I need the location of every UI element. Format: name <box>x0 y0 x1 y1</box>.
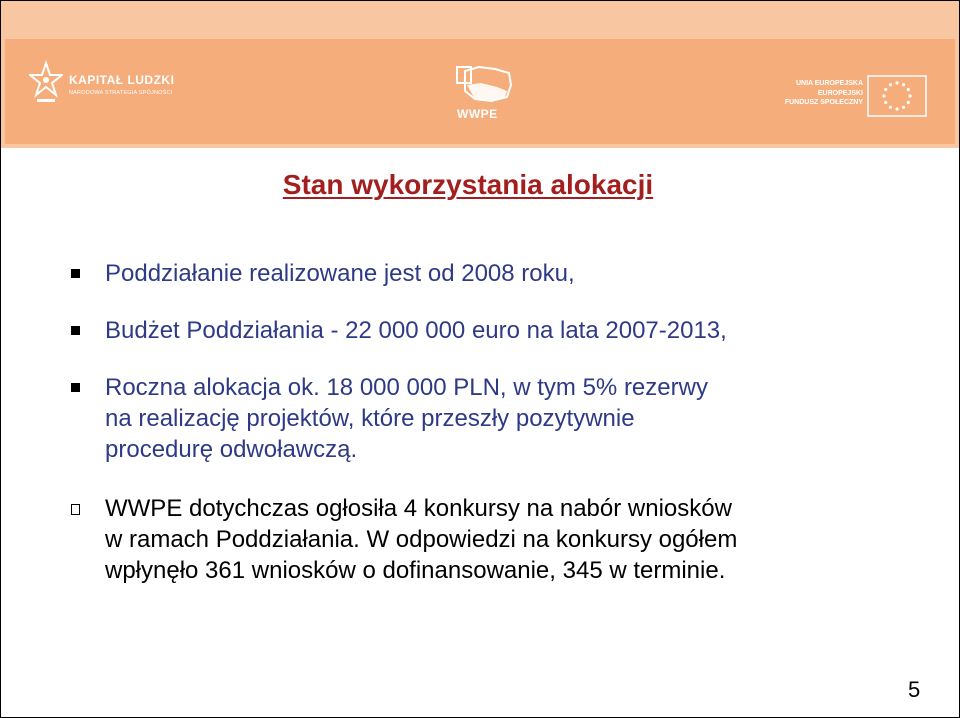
bullet-line: w ramach Poddziałania. W odpowiedzi na konkursy ogółem <box>105 526 738 553</box>
wwpe-logo <box>451 61 517 123</box>
bullet-line: Roczna alokacja ok. 18 000 000 PLN, w tym 5% rezerwy <box>105 374 708 401</box>
bullet-line: Budżet Poddziałania - 22 000 000 euro na lata 2007-2013, <box>105 317 727 344</box>
eu-fund-line-3: FUNDUSZ SPOŁECZNY <box>784 99 863 106</box>
bullet-item-2 <box>105 315 935 346</box>
eu-fund-text <box>779 79 863 108</box>
bullet-line: Poddziałanie realizowane jest od 2008 roku, <box>105 260 575 287</box>
wwpe-logo-text: WWPE <box>457 107 498 121</box>
kapital-ludzki-star-icon <box>29 59 63 109</box>
bullet-line: procedurę odwoławczą. <box>105 436 358 463</box>
bullet-item-1 <box>105 258 935 289</box>
bullet-item-3 <box>105 372 935 465</box>
bullet-marker-hollow-icon <box>71 504 80 515</box>
kapital-ludzki-subtitle: NARODOWA STRATEGIA SPÓJNOŚCI <box>69 90 173 96</box>
poland-map-icon <box>451 61 517 105</box>
eu-fund-line-1: UNIA EUROPEJSKA <box>795 80 863 87</box>
bullet-marker-icon <box>71 326 80 335</box>
eu-fund-line-2: EUROPEJSKI <box>817 89 863 97</box>
bullet-line: na realizację projektów, które przeszły pozytywnie <box>105 405 635 432</box>
eu-fund-logo <box>779 71 931 121</box>
bullet-line: wpłynęło 361 wniosków o dofinansowanie, 345 w terminie. <box>105 557 726 584</box>
bullet-marker-icon <box>71 383 80 392</box>
kapital-ludzki-title: KAPITAŁ LUDZKI <box>69 73 175 87</box>
slide-title: Stan wykorzystania alokacji <box>282 169 654 200</box>
eu-flag-icon <box>867 75 927 117</box>
bullet-line: WWPE dotychczas ogłosiła 4 konkursy na nabór wniosków <box>105 495 732 522</box>
kapital-ludzki-logo <box>29 59 189 111</box>
bullet-marker-icon <box>71 269 80 278</box>
bullet-item-4 <box>105 493 935 586</box>
page-number: 5 <box>908 677 921 702</box>
